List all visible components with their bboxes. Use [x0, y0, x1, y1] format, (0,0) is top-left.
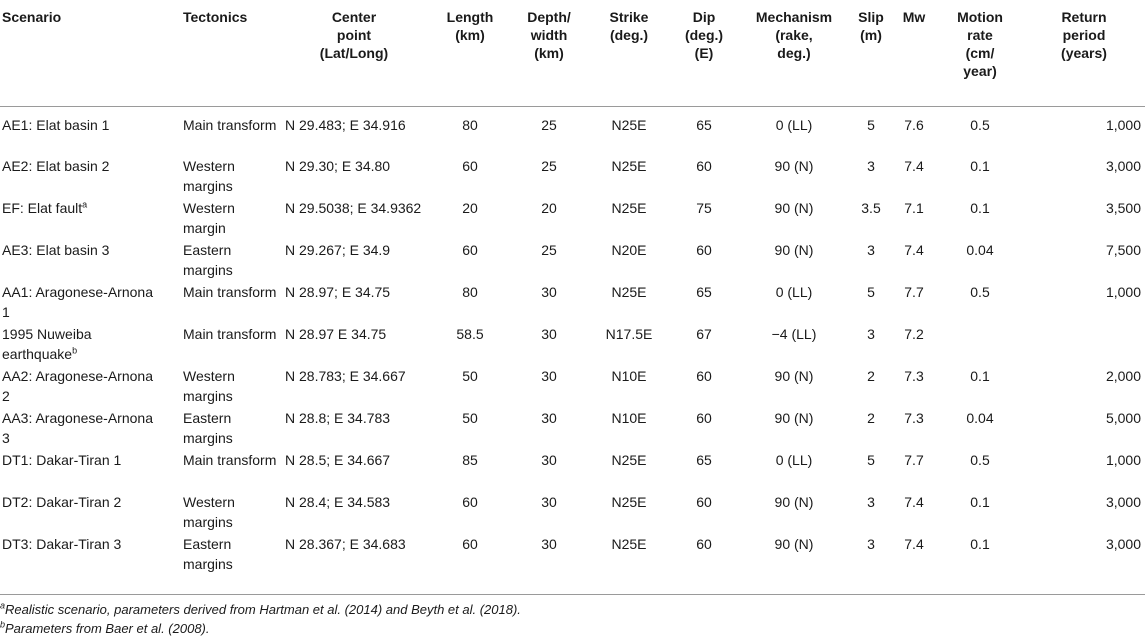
table-row	[0, 154, 1145, 196]
table-row	[0, 196, 1145, 238]
cell-tectonics: Eastern margins	[183, 242, 233, 278]
cell-dip: 60	[696, 494, 712, 510]
cell-center: N 28.783; E 34.667	[285, 368, 406, 384]
cell-center: N 28.367; E 34.683	[285, 536, 406, 552]
cell-scenario: AE2: Elat basin 2	[2, 158, 110, 174]
cell-rate: 0.5	[970, 452, 990, 468]
cell-mechanism: 90 (N)	[774, 368, 814, 384]
footnote-a: $^a$Realistic scenario, parameters derived from Hartman et al. (2014) and Beyth et al. (2018).	[0, 600, 521, 617]
cell-scenario: DT2: Dakar-Tiran 2	[2, 494, 122, 510]
cell-tectonics: Western margins	[183, 158, 235, 194]
cell-length: 58.5	[456, 326, 484, 342]
cell-mw: 7.6	[904, 116, 924, 133]
footnotes	[0, 600, 1140, 638]
table-row	[0, 322, 1145, 364]
cell-depth: 20	[541, 200, 557, 216]
table-body	[0, 106, 1145, 574]
cell-slip: 3	[867, 536, 875, 552]
scenario-table	[0, 6, 1145, 574]
table-header-row	[0, 6, 1145, 106]
cell-scenario: 1995 Nuweiba earthquake$^b$	[2, 326, 92, 362]
cell-length: 60	[462, 242, 478, 258]
cell-slip: 3	[867, 158, 875, 174]
cell-dip: 67	[696, 326, 712, 342]
cell-scenario: AE3: Elat basin 3	[2, 242, 110, 258]
cell-tectonics: Main transform	[183, 116, 277, 133]
cell-mw: 7.7	[904, 284, 924, 300]
cell-strike: N25E	[611, 200, 647, 216]
cell-center: N 29.30; E 34.80	[285, 158, 391, 174]
cell-dip: 60	[696, 410, 712, 426]
cell-mw: 7.3	[904, 368, 924, 384]
cell-tectonics: Eastern margins	[183, 410, 233, 446]
cell-tectonics: Eastern margins	[183, 536, 233, 572]
header-slip: Slip (m)	[858, 9, 884, 43]
cell-dip: 60	[696, 536, 712, 552]
cell-rate: 0.1	[970, 200, 990, 216]
header-strike: Strike (deg.)	[609, 9, 649, 43]
cell-mw: 7.7	[904, 452, 924, 468]
cell-tectonics: Western margins	[183, 494, 235, 530]
cell-slip: 5	[867, 116, 875, 133]
header-center-point: Center point (Lat/Long)	[319, 9, 389, 61]
cell-period: 3,000	[1105, 536, 1141, 552]
cell-rate: 0.1	[970, 536, 990, 552]
table-row	[0, 238, 1145, 280]
cell-dip: 65	[696, 452, 712, 468]
header-motion-rate: Motion rate (cm/ year)	[957, 9, 1003, 79]
table-row	[0, 490, 1145, 532]
cell-center: N 28.4; E 34.583	[285, 494, 391, 510]
cell-depth: 25	[541, 242, 557, 258]
cell-depth: 30	[541, 368, 557, 384]
cell-depth: 25	[541, 158, 557, 174]
cell-strike: N25E	[611, 158, 647, 174]
cell-length: 60	[462, 158, 478, 174]
cell-period: 5,000	[1105, 410, 1141, 426]
cell-rate: 0.04	[966, 242, 994, 258]
cell-slip: 5	[867, 284, 875, 300]
cell-strike: N10E	[611, 368, 647, 384]
cell-scenario: DT3: Dakar-Tiran 3	[2, 536, 122, 552]
cell-scenario: AA2: Aragonese-Arnona 2	[2, 368, 153, 404]
cell-depth: 30	[541, 284, 557, 300]
cell-rate: 0.1	[970, 158, 990, 174]
cell-slip: 3.5	[861, 200, 881, 216]
cell-period: 1,000	[1105, 452, 1141, 468]
cell-strike: N10E	[611, 410, 647, 426]
table-row	[0, 364, 1145, 406]
cell-center: N 29.483; E 34.916	[285, 116, 406, 133]
table-row	[0, 280, 1145, 322]
footnote-b: $^b$Parameters from Baer et al. (2008).	[0, 619, 210, 636]
cell-strike: N25E	[611, 494, 647, 510]
cell-slip: 2	[867, 368, 875, 384]
header-dip: Dip (deg.) (E)	[684, 9, 724, 61]
cell-depth: 30	[541, 494, 557, 510]
cell-depth: 30	[541, 536, 557, 552]
cell-mw: 7.4	[904, 536, 924, 552]
cell-period: 3,000	[1105, 158, 1141, 174]
cell-dip: 60	[696, 242, 712, 258]
cell-period: 3,000	[1105, 494, 1141, 510]
cell-mechanism: 90 (N)	[774, 536, 814, 552]
cell-strike: N17.5E	[605, 326, 653, 342]
cell-mw: 7.1	[904, 200, 924, 216]
cell-strike: N20E	[611, 242, 647, 258]
cell-mw: 7.2	[904, 326, 924, 342]
table-row	[0, 106, 1145, 154]
cell-period: 7,500	[1105, 242, 1141, 258]
cell-mechanism: 0 (LL)	[775, 452, 813, 468]
header-depth-width: Depth/ width (km)	[527, 9, 571, 61]
cell-center: N 29.5038; E 34.9362	[285, 200, 422, 216]
cell-rate	[937, 322, 1023, 364]
cell-scenario: AA1: Aragonese-Arnona 1	[2, 284, 153, 320]
cell-rate: 0.5	[970, 284, 990, 300]
cell-depth: 25	[541, 116, 557, 133]
header-scenario: Scenario	[2, 9, 62, 25]
cell-depth: 30	[541, 326, 557, 342]
cell-length: 60	[462, 536, 478, 552]
header-length: Length (km)	[446, 9, 494, 43]
cell-length: 50	[462, 368, 478, 384]
cell-length: 80	[462, 116, 478, 133]
cell-strike: N25E	[611, 536, 647, 552]
cell-length: 85	[462, 452, 478, 468]
cell-tectonics: Western margin	[183, 200, 235, 236]
cell-scenario: AE1: Elat basin 1	[2, 116, 110, 133]
cell-dip: 65	[696, 284, 712, 300]
cell-mw: 7.4	[904, 494, 924, 510]
table-bottom-rule	[0, 594, 1145, 595]
cell-mechanism: 90 (N)	[774, 410, 814, 426]
cell-mechanism: 90 (N)	[774, 494, 814, 510]
cell-mechanism: 0 (LL)	[775, 116, 813, 133]
table-row	[0, 406, 1145, 448]
cell-depth: 30	[541, 452, 557, 468]
cell-tectonics: Main transform	[183, 452, 277, 468]
cell-rate: 0.1	[970, 368, 990, 384]
cell-period: 2,000	[1105, 368, 1141, 384]
cell-mw: 7.4	[904, 158, 924, 174]
cell-mechanism: 90 (N)	[774, 158, 814, 174]
cell-strike: N25E	[611, 284, 647, 300]
cell-slip: 5	[867, 452, 875, 468]
cell-mechanism: 90 (N)	[774, 200, 814, 216]
header-return-period: Return period (years)	[1061, 9, 1107, 61]
cell-period: 1,000	[1105, 116, 1141, 133]
cell-center: N 28.8; E 34.783	[285, 410, 391, 426]
cell-period	[1023, 322, 1145, 364]
cell-period: 1,000	[1105, 284, 1141, 300]
cell-slip: 3	[867, 326, 875, 342]
cell-scenario: AA3: Aragonese-Arnona 3	[2, 410, 153, 446]
cell-mechanism: 0 (LL)	[775, 284, 813, 300]
cell-period: 3,500	[1105, 200, 1141, 216]
header-mechanism: Mechanism (rake, deg.)	[755, 9, 833, 61]
cell-dip: 60	[696, 158, 712, 174]
cell-center: N 28.97; E 34.75	[285, 284, 391, 300]
cell-slip: 2	[867, 410, 875, 426]
cell-center: N 29.267; E 34.9	[285, 242, 391, 258]
header-tectonics: Tectonics	[183, 9, 248, 25]
cell-mechanism: 90 (N)	[774, 242, 814, 258]
cell-strike: N25E	[611, 116, 647, 133]
cell-tectonics: Main transform	[183, 326, 277, 342]
header-mw: Mw	[902, 9, 926, 25]
cell-length: 80	[462, 284, 478, 300]
cell-rate: 0.5	[970, 116, 990, 133]
table-row	[0, 532, 1145, 574]
cell-mw: 7.3	[904, 410, 924, 426]
cell-length: 50	[462, 410, 478, 426]
cell-length: 20	[462, 200, 478, 216]
cell-mechanism: −4 (LL)	[771, 326, 817, 342]
cell-length: 60	[462, 494, 478, 510]
cell-scenario: DT1: Dakar-Tiran 1	[2, 452, 122, 468]
cell-dip: 75	[696, 200, 712, 216]
cell-dip: 65	[696, 116, 712, 133]
table-row	[0, 448, 1145, 490]
cell-rate: 0.1	[970, 494, 990, 510]
cell-rate: 0.04	[966, 410, 994, 426]
cell-tectonics: Main transform	[183, 284, 277, 300]
cell-slip: 3	[867, 494, 875, 510]
cell-center: N 28.5; E 34.667	[285, 452, 391, 468]
cell-mw: 7.4	[904, 242, 924, 258]
cell-scenario: EF: Elat fault$^a$	[2, 199, 88, 216]
cell-slip: 3	[867, 242, 875, 258]
cell-depth: 30	[541, 410, 557, 426]
cell-tectonics: Western margins	[183, 368, 235, 404]
cell-strike: N25E	[611, 452, 647, 468]
cell-center: N 28.97 E 34.75	[285, 326, 387, 342]
cell-dip: 60	[696, 368, 712, 384]
